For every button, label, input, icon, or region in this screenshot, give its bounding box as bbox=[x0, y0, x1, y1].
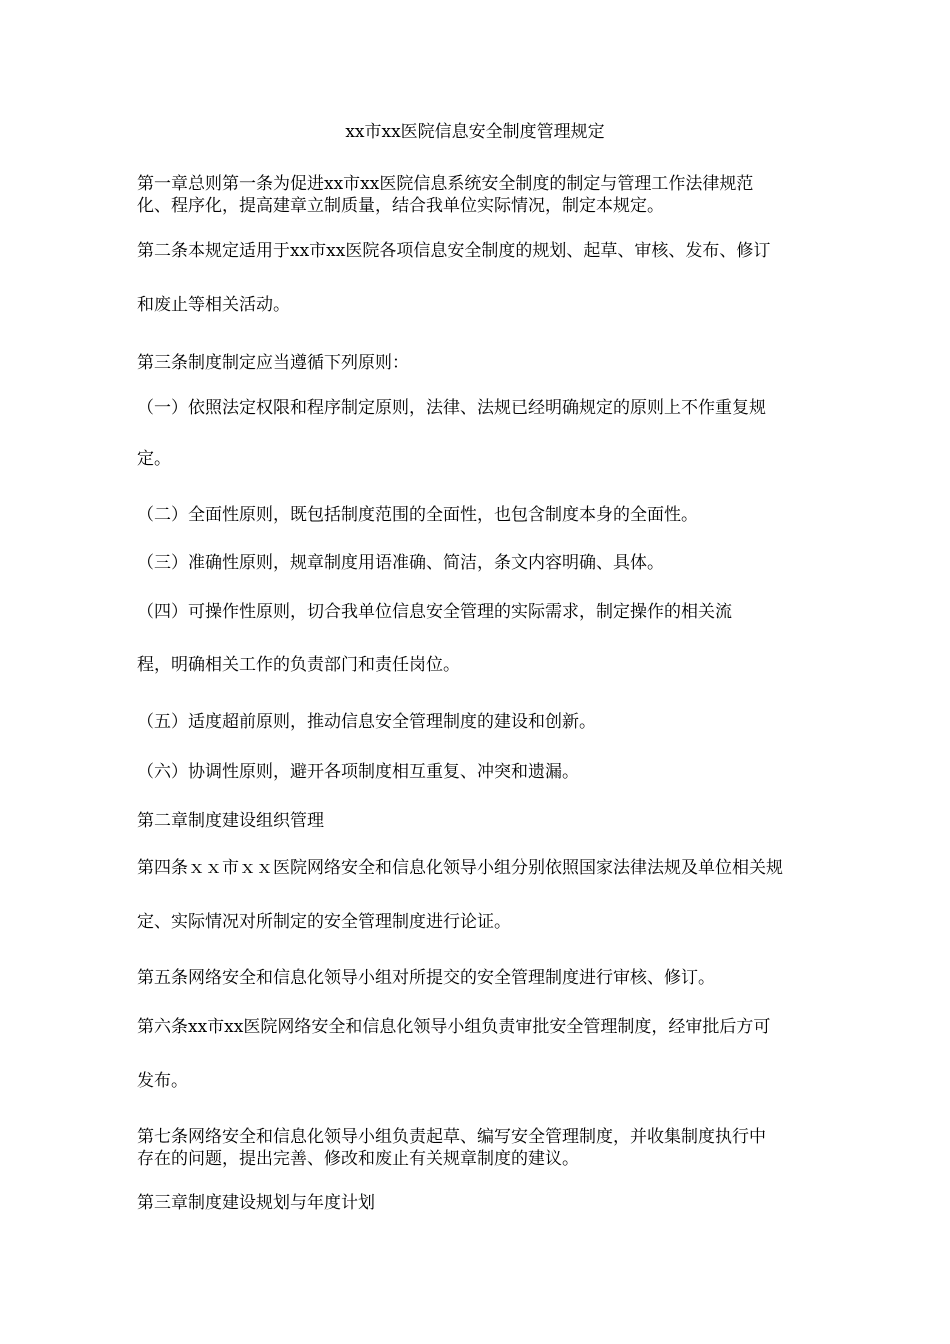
section-heading: 第二章制度建设组织管理 bbox=[137, 811, 324, 831]
paragraph-line: （四）可操作性原则，切合我单位信息安全管理的实际需求，制定操作的相关流 bbox=[137, 602, 732, 622]
paragraph-line: （三）准确性原则，规章制度用语准确、简洁，条文内容明确、具体。 bbox=[137, 553, 664, 573]
section-heading: 第三章制度建设规划与年度计划 bbox=[137, 1193, 375, 1213]
paragraph-line: （六）协调性原则，避开各项制度相互重复、冲突和遗漏。 bbox=[137, 762, 579, 782]
paragraph-line: 定。 bbox=[137, 449, 171, 469]
paragraph-line: 定、实际情况对所制定的安全管理制度进行论证。 bbox=[137, 912, 511, 932]
paragraph-line: 和废止等相关活动。 bbox=[137, 295, 290, 315]
paragraph-line: （二）全面性原则，既包括制度范围的全面性，也包含制度本身的全面性。 bbox=[137, 505, 698, 525]
paragraph-line: 第七条网络安全和信息化领导小组负责起草、编写安全管理制度，并收集制度执行中 bbox=[137, 1127, 766, 1147]
paragraph-line: 存在的问题，提出完善、修改和废止有关规章制度的建议。 bbox=[137, 1149, 579, 1169]
paragraph-line: （五）适度超前原则，推动信息安全管理制度的建设和创新。 bbox=[137, 712, 596, 732]
paragraph-line: （一）依照法定权限和程序制定原则，法律、法规已经明确规定的原则上不作重复规 bbox=[137, 398, 766, 418]
paragraph-line: 第六条xx市xx医院网络安全和信息化领导小组负责审批安全管理制度，经审批后方可 bbox=[137, 1017, 771, 1037]
paragraph-line: 第四条ｘｘ市ｘｘ医院网络安全和信息化领导小组分别依照国家法律法规及单位相关规 bbox=[137, 858, 783, 878]
paragraph-line: 发布。 bbox=[137, 1071, 188, 1091]
paragraph-line: 第三条制度制定应当遵循下列原则： bbox=[137, 353, 409, 373]
paragraph-line: 第二条本规定适用于xx市xx医院各项信息安全制度的规划、起草、审核、发布、修订 bbox=[137, 241, 771, 261]
paragraph-line: 程，明确相关工作的负责部门和责任岗位。 bbox=[137, 655, 460, 675]
paragraph-line: 第一章总则第一条为促进xx市xx医院信息系统安全制度的制定与管理工作法律规范 bbox=[137, 174, 754, 194]
paragraph-line: 化、程序化，提高建章立制质量，结合我单位实际情况，制定本规定。 bbox=[137, 196, 664, 216]
document-title: xx市xx医院信息安全制度管理规定 bbox=[345, 122, 605, 142]
paragraph-line: 第五条网络安全和信息化领导小组对所提交的安全管理制度进行审核、修订。 bbox=[137, 968, 715, 988]
